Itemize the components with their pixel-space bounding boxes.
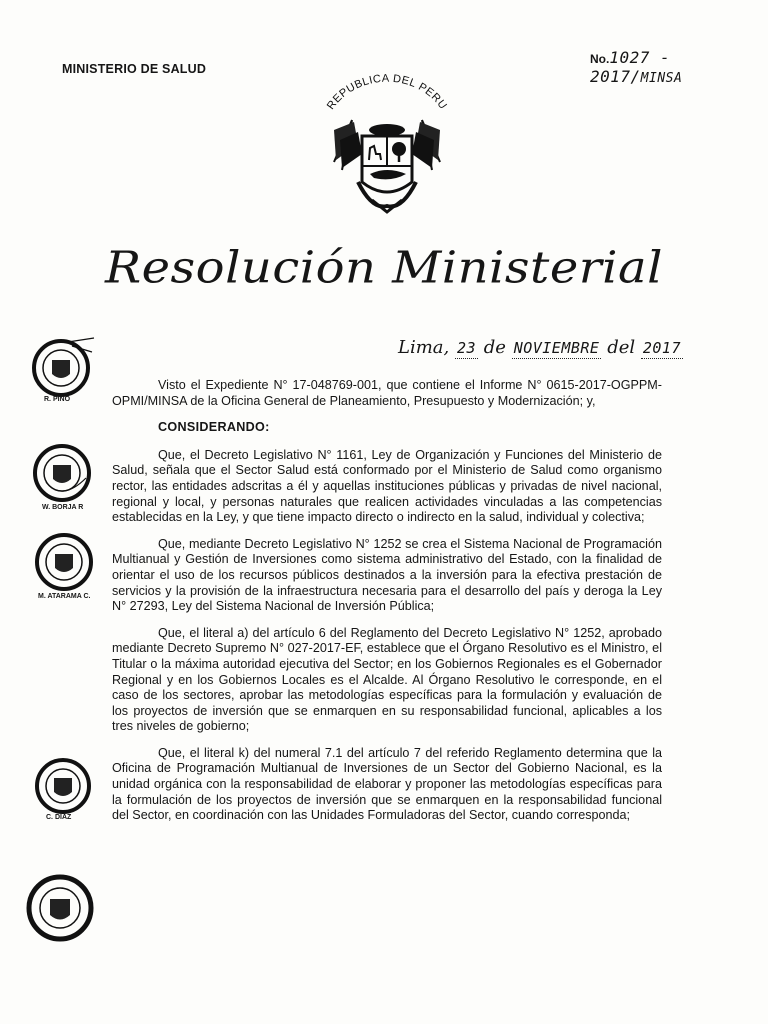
emblem-arc-text: REPUBLICA DEL PERU <box>324 72 450 112</box>
ministry-seal-1 <box>28 336 98 400</box>
resolution-number-prefix: No. <box>590 52 610 66</box>
seal-3-label: M. ATARAMA C. <box>38 593 91 600</box>
seal-1-label: R. PINO <box>44 396 71 403</box>
date-del: del <box>607 337 636 358</box>
visto-paragraph: Visto el Expediente N° 17-048769-001, que contiene el Informe N° 0615-2017-OGPPM-OPMI/MINSA de la Oficina General de Planeamiento, Presupuesto y Modernización; y, <box>112 378 662 408</box>
considerando-paragraph-2: Que, mediante Decreto Legislativo N° 1252 se crea el Sistema Nacional de Programación Multianual y Gestión de Inversiones como sistema administrativo del Estado, con la finalidad de orientar el uso de los recursos públicos destinados a la inversión para la efectiva prestación de servicios y la provisión de la infraestructura necesaria para el desarrollo del país y deroga la Ley N° 27293, Ley del Sistema Nacional de Inversión Pública; <box>112 536 662 614</box>
seal-2-label: W. BORJA R <box>42 504 84 511</box>
document-title: Resolución Ministerial <box>104 242 663 294</box>
resolution-number: No.1027 - 2017/MINSA <box>590 48 683 86</box>
considerando-paragraph-1: Que, el Decreto Legislativo N° 1161, Ley de Organización y Funciones del Ministerio de Salud, señala que el Sector Salud está conformado por el Ministerio de Salud como organismo rector, las entidades adscritas a él y aquellas instituciones públicas y privadas de nivel nacional, regional y local, y personas naturales que realicen actividades vinculadas a las competencias establecidas en la Ley, y que tiene impacto directo o indirecto en la salud, individual y colectiva; <box>112 447 662 525</box>
resolution-number-suffix: MINSA <box>640 71 683 86</box>
ministry-seal-5 <box>24 872 96 944</box>
date-day: 23 <box>456 339 477 357</box>
date-month: NOVIEMBRE <box>513 339 600 357</box>
national-emblem <box>312 70 462 230</box>
date-year: 2017 <box>642 339 681 357</box>
seal-4-label: C. DÍAZ <box>46 814 72 821</box>
considerando-paragraph-3: Que, el literal a) del artículo 6 del Reglamento del Decreto Legislativo N° 1252, aprobado mediante Decreto Supremo N° 027-2017-EF, establece que el Órgano Resolutivo es el Ministro, el Titular o la máxima autoridad ejecutiva del Sector; en los Gobiernos Regionales es el Gobernador Regional y en los Gobiernos Locales es el Alcalde. Al Órgano Resolutivo le corresponde, en el caso de los sectores, aprobar las metodologías específicas para la formulación y evaluación de los proyectos de inversión que se enmarquen en su responsabilidad funcional, aplicables a los tres niveles de gobierno; <box>112 625 662 734</box>
considerando-heading: CONSIDERANDO: <box>158 420 270 435</box>
ministry-seal-4 <box>30 756 96 816</box>
date-city: Lima, <box>398 337 450 358</box>
document-body <box>112 378 662 835</box>
ministry-seal-3 <box>30 530 100 594</box>
date-de: de <box>483 337 506 358</box>
resolution-number-handwritten: 1027 - 2017 <box>590 48 671 86</box>
considerando-paragraph-4: Que, el literal k) del numeral 7.1 del artículo 7 del referido Reglamento determina que la Oficina de Programación Multianual de Inversiones de un Sector del Gobierno Nacional, es la unidad orgánica con la responsabilidad de elaborar y proponer las metodologías específicas para la formulación de los proyectos de inversión que se enmarquen en la responsabilidad funcional del Sector, en coordinación con las Unidades Formuladoras del Sector, cuando corresponda; <box>112 745 662 823</box>
date-line <box>398 337 683 358</box>
svg-text:REPUBLICA DEL PERU <box>325 73 449 112</box>
ministry-name: MINISTERIO DE SALUD <box>62 62 207 76</box>
ministry-seal-2 <box>26 442 100 506</box>
